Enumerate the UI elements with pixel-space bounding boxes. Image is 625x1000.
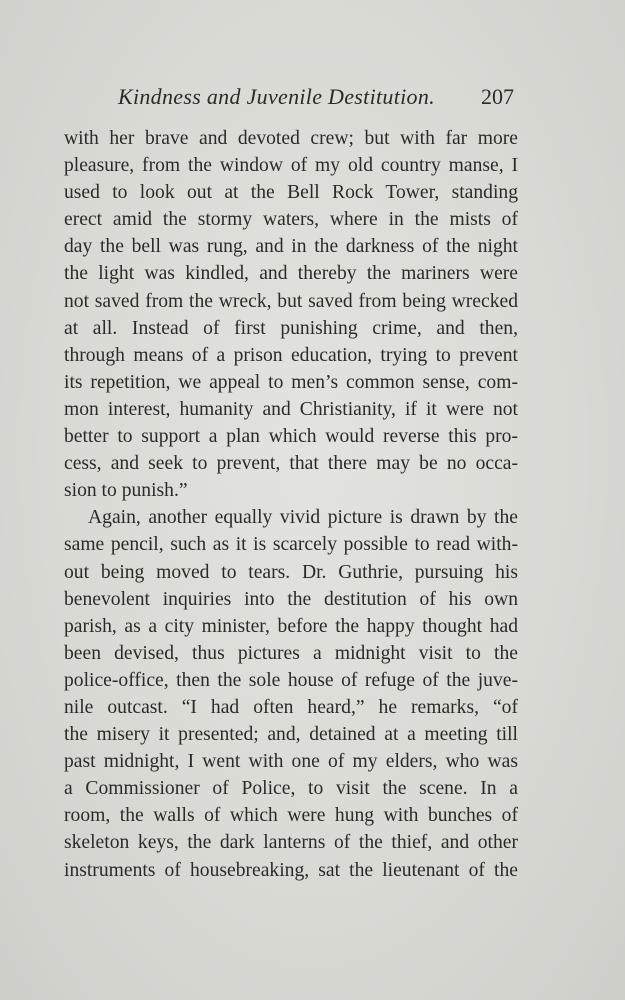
page-header	[66, 84, 516, 116]
paragraph-2	[64, 504, 518, 883]
text-line: the misery it presented; and, detained at a meeting till	[64, 724, 518, 746]
text-line: skeleton keys, the dark lanterns of the thief, and other	[64, 832, 518, 854]
text-line: sion to punish.”	[64, 480, 188, 502]
text-line: its repetition, we appeal to men’s common sense, com-	[64, 371, 518, 393]
running-head: Kindness and Juvenile Destitution.	[118, 84, 435, 109]
text-line: cess, and seek to prevent, that there may be no occa-	[64, 453, 518, 475]
text-line: through means of a prison education, trying to prevent	[64, 344, 518, 366]
text-line: used to look out at the Bell Rock Tower, standing	[64, 182, 518, 204]
text-line: benevolent inquiries into the destitution of his own	[64, 588, 518, 610]
body-text	[64, 125, 518, 884]
page-number: 207	[481, 84, 514, 109]
text-line: the light was kindled, and thereby the mariners were	[64, 263, 518, 285]
text-line: better to support a plan which would reverse this pro-	[64, 426, 518, 448]
text-line: erect amid the stormy waters, where in the mists of	[64, 209, 518, 231]
text-line: been devised, thus pictures a midnight visit to the	[64, 642, 518, 664]
text-line: room, the walls of which were hung with bunches of	[64, 805, 518, 827]
text-line: a Commissioner of Police, to visit the scene. In a	[64, 778, 518, 800]
paragraph-1	[64, 125, 518, 504]
text-line: at all. Instead of first punishing crime, and then,	[64, 317, 518, 339]
text-line: past midnight, I went with one of my elders, who was	[64, 751, 518, 773]
text-line: police-office, then the sole house of refuge of the juve-	[64, 669, 518, 691]
text-line: pleasure, from the window of my old country manse, I	[64, 155, 518, 177]
text-line: out being moved to tears. Dr. Guthrie, pursuing his	[64, 561, 518, 583]
text-line: parish, as a city minister, before the happy thought had	[64, 615, 518, 637]
text-line: not saved from the wreck, but saved from being wrecked	[64, 290, 518, 312]
text-line: with her brave and devoted crew; but with far more	[64, 128, 518, 149]
text-line: Again, another equally vivid picture is drawn by the	[88, 507, 518, 529]
text-line: instruments of housebreaking, sat the lieutenant of the	[64, 859, 518, 881]
text-line: mon interest, humanity and Christianity, if it were not	[64, 398, 518, 420]
text-line: same pencil, such as it is scarcely possible to read with-	[64, 534, 518, 556]
text-line: day the bell was rung, and in the darkness of the night	[64, 236, 518, 258]
text-line: nile outcast. “I had often heard,” he remarks, “of	[64, 696, 518, 718]
